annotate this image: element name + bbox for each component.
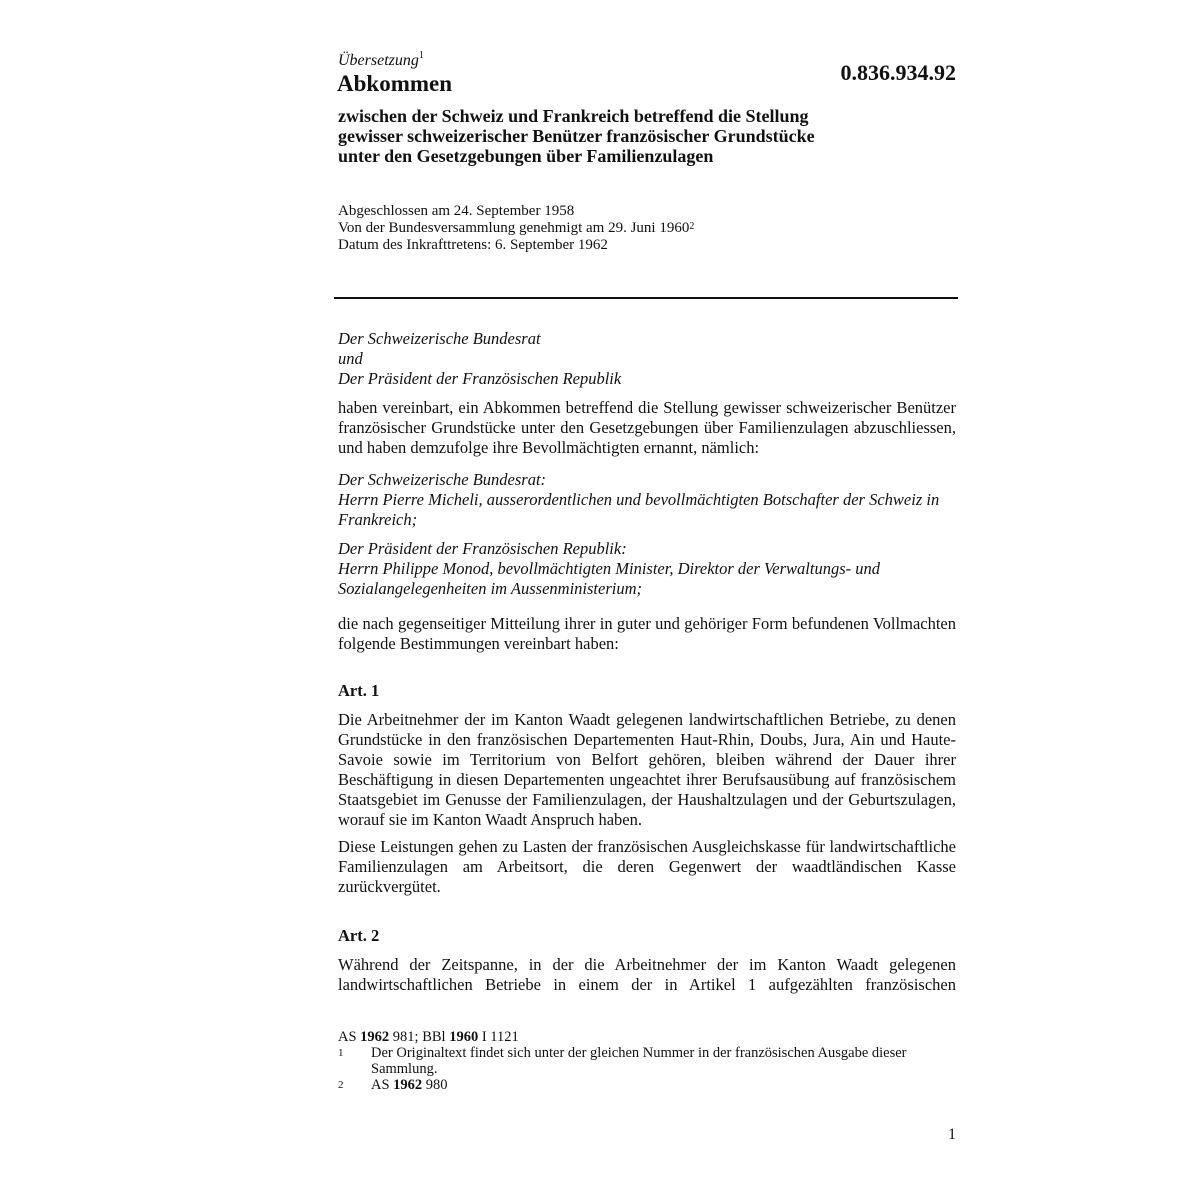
sr-number: 0.836.934.92 <box>840 60 956 85</box>
footnote-ref-2[interactable]: 2 <box>689 221 695 232</box>
preamble-closing: die nach gegenseitiger Mitteilung ihrer in guter und gehöriger Form befundenen Vollmachten folgende Bestimmungen vereinbart haben: <box>338 614 956 653</box>
source-reference <box>338 1029 956 1045</box>
approval-date <box>338 220 694 237</box>
representative-france <box>338 539 956 599</box>
footnote-text <box>371 1077 956 1093</box>
representative-party: Der Präsident der Französischen Republik: <box>338 539 627 558</box>
representative-party: Der Schweizerische Bundesrat: <box>338 470 547 489</box>
source-as-page: 981; BBl <box>389 1029 450 1045</box>
footnotes <box>338 1029 956 1093</box>
representative-switzerland <box>338 470 956 530</box>
subtitle-line: zwischen der Schweiz und Frankreich betreffend die Stellung <box>338 106 809 126</box>
representative-person: Herrn Philippe Monod, bevollmächtigten Minister, Direktor der Verwaltungs- und Sozialangelegenheiten im Aussenministerium; <box>338 559 880 598</box>
footnote-number: 1 <box>338 1047 344 1059</box>
translation-label <box>338 52 424 70</box>
in-force-date: Datum des Inkrafttretens: 6. September 1962 <box>338 237 608 253</box>
source-bbl-page: I 1121 <box>478 1029 519 1045</box>
article-1-paragraph-1: Die Arbeitnehmer der im Kanton Waadt gelegenen landwirtschaftlichen Betriebe, zu denen Grundstücke in den französischen Departementen Haut-Rhin, Doubs, Jura, Ain und Haute-Savoie sowie im Territorium von Belfort gehören, bleiben während der Dauer ihrer Beschäftigung in diesen Departementen ungeachtet ihrer Berufsausübung auf französischem Staatsgebiet im Genusse der Familienzulagen, der Haushaltzulagen und der Geburtszulagen, worauf sie im Kanton Waadt Anspruch haben. <box>338 710 956 829</box>
source-as-label: AS <box>338 1029 361 1045</box>
footnote-prefix: AS <box>371 1077 394 1093</box>
preamble-intro: haben vereinbart, ein Abkommen betreffend die Stellung gewisser schweizerischer Benützer französischer Grundstücke unter den Gesetzgebungen über Familienzulagen abzuschliessen, und haben demzufolge ihre Bevollmächtigten ernannt, nämlich: <box>338 398 956 457</box>
article-1-heading: Art. 1 <box>338 681 380 700</box>
source-as-year: 1962 <box>360 1029 390 1045</box>
article-1-paragraph-2: Diese Leistungen gehen zu Lasten der französischen Ausgleichskasse für landwirtschaftliche Familienzulagen am Arbeitsort, die deren Gegenwert der waadtländischen Kasse zurückvergütet. <box>338 837 956 896</box>
footnote-1 <box>338 1045 956 1077</box>
party-line: und <box>338 349 363 368</box>
document-metadata <box>338 203 694 254</box>
party-line: Der Präsident der Französischen Republik <box>338 369 622 388</box>
footnote-ref-1[interactable]: 1 <box>418 50 424 61</box>
document-title: Abkommen <box>337 71 453 96</box>
footnote-year: 1962 <box>393 1077 423 1093</box>
approval-text: Von der Bundesversammlung genehmigt am 29. Juni 1960 <box>338 220 690 236</box>
footnote-text: Der Originaltext findet sich unter der gleichen Nummer in der französischen Ausgabe dieser Sammlung. <box>371 1045 907 1077</box>
translation-text: Übersetzung <box>338 52 419 69</box>
footnote-2 <box>338 1077 956 1093</box>
subtitle-line: gewisser schweizerischer Benützer französischer Grundstücke <box>338 126 815 146</box>
source-bbl-year: 1960 <box>449 1029 479 1045</box>
concluded-date: Abgeschlossen am 24. September 1958 <box>338 203 575 219</box>
subtitle-line: unter den Gesetzgebungen über Familienzulagen <box>338 146 714 166</box>
horizontal-rule <box>334 297 958 299</box>
article-2-paragraph-1: Während der Zeitspanne, in der die Arbeitnehmer der im Kanton Waadt gelegenen landwirtschaftlichen Betriebe in einem der in Artikel 1 aufgezählten französischen <box>338 955 956 994</box>
preamble-parties <box>338 329 956 389</box>
document-subtitle <box>338 106 898 166</box>
article-2-heading: Art. 2 <box>338 926 380 945</box>
page-number: 1 <box>948 1126 956 1143</box>
party-line: Der Schweizerische Bundesrat <box>338 329 541 348</box>
footnote-number: 2 <box>338 1079 344 1091</box>
representative-person: Herrn Pierre Micheli, ausserordentlichen und bevollmächtigten Botschafter der Schweiz in Frankreich; <box>338 490 940 529</box>
footnote-page: 980 <box>422 1077 448 1093</box>
